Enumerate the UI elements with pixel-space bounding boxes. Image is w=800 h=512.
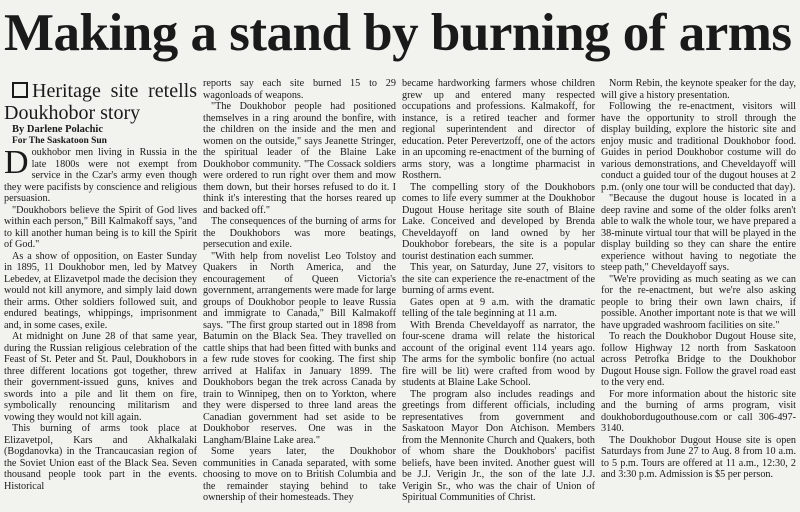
paragraph-text: oukhobor men living in Russia in the late 1800s were not exempt from service in the Czar's army even though they were pacifists by conscience and religious persuasion.	[4, 147, 197, 204]
paragraph: At midnight on June 28 of that same year, during the Russian religious celebration of the Feast of St. Peter and St. Paul, Doukhobors in three different locations got together, threw their government-issued guns, knives and swords into a pile and lit them on fire, symbolically renouncing militarism and vowing they would not kill again.	[4, 331, 197, 423]
column-2	[203, 78, 396, 504]
paragraph: reports say each site burned 15 to 29 wagonloads of weapons.	[203, 78, 396, 101]
paragraph: became hardworking farmers whose children grew up and entered many respected occupations and professions. Kalmakoff, for instance, is a retired teacher and former regional superintendent and director of education. Peter Perevertzoff, one of the actors in an upcoming re-enactment of the burning of arms story, was a longtime pharmacist in Rosthern.	[402, 78, 595, 181]
paragraph: "We're providing as much seating as we can for the re-enactment, but we're also asking people to bring their own lawn chairs, if possible. Another important note is that we will have upgraded washroom facilities on site."	[601, 273, 796, 331]
paragraph: The program also includes readings and greetings from different officials, including representatives from government and Saskatoon Mayor Don Atchison. Members from the Mennonite Church and Quakers, both of whom share the Doukhobors' pacifist beliefs, have been invited. Another guest will be J.J. Verigin Jr., the son of the late J.J. Verigin Sr., who was the chair of Union of Spiritual Communities of Christ.	[402, 388, 595, 503]
paragraph: "Doukhobors believe the Spirit of God lives within each person," Bill Kalmakoff says, "and to kill another human being is to kill the Spirit of God."	[4, 204, 197, 250]
paragraph: "The Doukhobor people had positioned themselves in a ring around the bonfire, with the children on the inside and the men and women on the outside," says Jeanette Stringer, the spiritual leader of the Blaine Lake Doukhobor community. "The Cossack soldiers were ordered to run right over them and mow them down, but their horses refused to do it. I think it's interesting that the horses reared up and backed off."	[203, 101, 396, 216]
headline: Making a stand by burning of arms	[4, 4, 792, 62]
paragraph: Norm Rebin, the keynote speaker for the day, will give a history presentation.	[601, 78, 796, 101]
paragraph: The Doukhobor Dugout House site is open Saturdays from June 27 to Aug. 8 from 10 a.m. to 5 p.m. Tours are offered at 11 a.m., 12:30, 2 and 3:30 p.m. Admission is $5 per person.	[601, 434, 796, 480]
paragraph: With Brenda Cheveldayoff as narrator, the four-scene drama will relate the historical account of the original event 114 years ago. The arms for the symbolic bonfire (no actual fire will be lit) were crafted from wood by students at Blaine Lake School.	[402, 319, 595, 388]
paragraph: Following the re-enactment, visitors will have the opportunity to stroll through the display building, explore the historic site and enjoy music and traditional Doukhobor food. Guides in period Doukhobor costume will do various demonstrations, and Cheveldayoff will conduct a guided tour of the dugout houses at 2 p.m. (only one tour will be conducted that day).	[601, 101, 796, 193]
paragraph: For more information about the historic site and the burning of arms program, visit doukhobordugouthouse.com or call 306-497-3140.	[601, 388, 796, 434]
paragraph: The consequences of the burning of arms for the Doukhobors was more beatings, persecution and exile.	[203, 216, 396, 250]
drop-cap: D	[4, 144, 29, 181]
paragraph: The compelling story of the Doukhobors comes to life every summer at the Doukhobor Dugout House heritage site south of Blaine Lake. Conceived and developed by Brenda Cheveldayoff on land owned by her Doukhobor forebears, the site is a popular tourist destination each summer.	[402, 181, 595, 262]
paragraph: "Because the dugout house is located in a deep ravine and some of the older folks aren't able to walk the whole tour, we have prepared a 38-minute virtual tour that will be played in the display building so they can share the entire experience without having to negotiate the steep path," Cheveldayoff says.	[601, 193, 796, 273]
paragraph: This burning of arms took place at Elizavetpol, Kars and Akhalkalaki (Bogdanovka) in the Trancaucasian region of the Soviet Union east of the Black Sea. Seven thousand people took part in the events. Historical	[4, 423, 197, 492]
column-3	[402, 78, 595, 504]
byline-credit: For The Saskatoon Sun	[12, 135, 107, 146]
subhead-text: Heritage site retells Doukhobor story	[4, 80, 197, 124]
checkbox-bullet-icon	[12, 82, 28, 98]
byline: By Darlene Polachic	[12, 124, 103, 135]
paragraph: Some years later, the Doukhobor communities in Canada separated, with some choosing to move on to British Columbia and the remainder staying behind to take ownership of their homesteads. They	[203, 446, 396, 503]
paragraph: "With help from novelist Leo Tolstoy and Quakers in North America, and the encouragement of Queen Victoria's government, arrangements were made for large groups of Doukhobor people to leave Russia and immigrate to Canada," Bill Kalmakoff says. "The first group started out in 1898 from Batumin on the Black Sea. They travelled on cattle ships that had been fitted with bunks and a few rude stoves for cooking. The first ship arrived at Halifax in January 1899. The Doukhobors began the trek across Canada by train to Winnipeg, then on to Yorkton, where they were dispersed to three land areas the Canadian government had set aside to be Doukhobor reserves. One was in the Langham/Blaine Lake area."	[203, 250, 396, 446]
column-4	[601, 78, 796, 481]
paragraph: To reach the Doukhobor Dugout House site, follow Highway 12 north from Saskatoon across Petrofka Bridge to the Doukhobor Dugout House sign. Follow the gravel road east to the very end.	[601, 331, 796, 388]
paragraph	[4, 144, 197, 205]
paragraph: Gates open at 9 a.m. with the dramatic telling of the tale beginning at 11 a.m.	[402, 296, 595, 319]
subhead	[4, 80, 197, 124]
paragraph: As a show of opposition, on Easter Sunday in 1895, 11 Doukhobor men, led by Matvey Lebedev, at Elizavetpol made the decision they would not kill anymore, and simply laid down their arms. Other soldiers followed suit, and endured beatings, whippings, imprisonment and, in some cases, exile.	[4, 250, 197, 331]
paragraph: This year, on Saturday, June 27, visitors to the site can experience the re-enactment of the burning of arms event.	[402, 262, 595, 296]
column-1	[4, 80, 197, 492]
